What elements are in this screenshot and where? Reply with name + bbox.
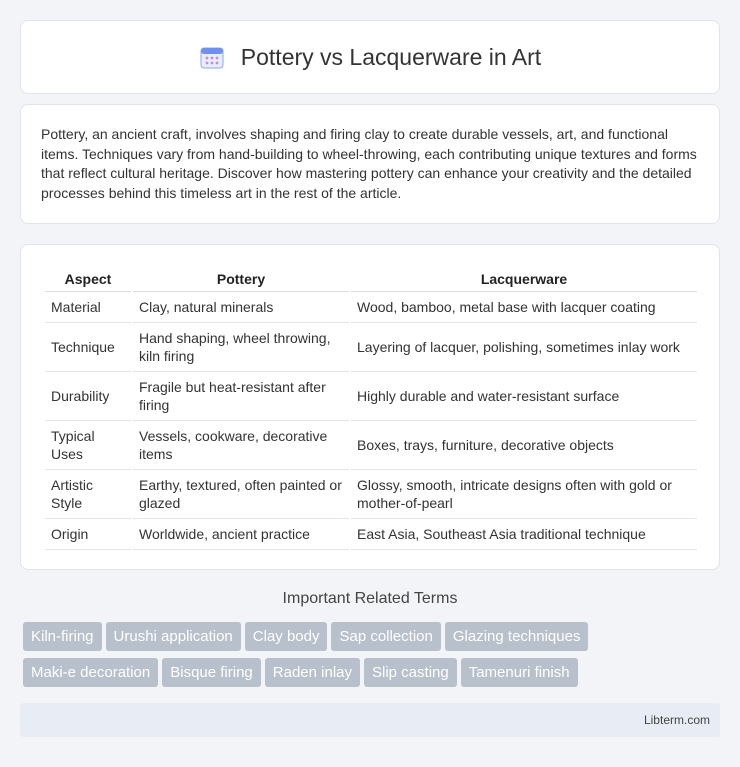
- cell-pottery: Fragile but heat-resistant after firing: [133, 372, 349, 421]
- header-aspect: Aspect: [45, 265, 131, 292]
- cell-pottery: Hand shaping, wheel throwing, kiln firing: [133, 323, 349, 372]
- intro-card: [20, 104, 720, 224]
- cell-lacquerware: Wood, bamboo, metal base with lacquer coating: [351, 292, 697, 323]
- cell-lacquerware: Boxes, trays, furniture, decorative objects: [351, 421, 697, 470]
- related-term-tag[interactable]: Maki-e decoration: [23, 658, 158, 687]
- cell-pottery: Worldwide, ancient practice: [133, 519, 349, 550]
- cell-aspect: Durability: [45, 372, 131, 421]
- related-terms-list: [23, 622, 723, 694]
- table-row: [45, 519, 697, 550]
- cell-lacquerware: Glossy, smooth, intricate designs often with gold or mother-of-pearl: [351, 470, 697, 519]
- table-row: [45, 372, 697, 421]
- related-term-tag[interactable]: Sap collection: [331, 622, 440, 651]
- cell-aspect: Origin: [45, 519, 131, 550]
- cell-lacquerware: East Asia, Southeast Asia traditional technique: [351, 519, 697, 550]
- cell-lacquerware: Layering of lacquer, polishing, sometimes inlay work: [351, 323, 697, 372]
- cell-pottery: Vessels, cookware, decorative items: [133, 421, 349, 470]
- related-term-tag[interactable]: Kiln-firing: [23, 622, 102, 651]
- cell-lacquerware: Highly durable and water-resistant surface: [351, 372, 697, 421]
- footer: [20, 703, 720, 737]
- cell-pottery: Clay, natural minerals: [133, 292, 349, 323]
- cell-aspect: Material: [45, 292, 131, 323]
- table-row: [45, 470, 697, 519]
- table-row: [45, 323, 697, 372]
- related-term-tag[interactable]: Slip casting: [364, 658, 457, 687]
- header-pottery: Pottery: [133, 265, 349, 292]
- calendar-icon: [199, 44, 225, 70]
- header-card: [20, 20, 720, 94]
- related-term-tag[interactable]: Clay body: [245, 622, 328, 651]
- related-term-tag[interactable]: Tamenuri finish: [461, 658, 578, 687]
- header-lacquerware: Lacquerware: [351, 265, 697, 292]
- title-wrap: [199, 44, 541, 71]
- cell-aspect: Typical Uses: [45, 421, 131, 470]
- related-term-tag[interactable]: Bisque firing: [162, 658, 261, 687]
- cell-aspect: Artistic Style: [45, 470, 131, 519]
- comparison-card: [20, 244, 720, 570]
- table-row: [45, 421, 697, 470]
- table-row: [45, 292, 697, 323]
- intro-text: Pottery, an ancient craft, involves shaping and firing clay to create durable vessels, art, and functional items. Techniques vary from hand-building to wheel-throwing, each contributing unique textures and forms that reflect cultural heritage. Discover how mastering pottery can enhance your creativity and the detailed processes behind this timeless art in the rest of the article.: [41, 126, 697, 201]
- footer-site-link[interactable]: Libterm.com: [643, 713, 710, 727]
- comparison-table: [43, 265, 699, 550]
- cell-pottery: Earthy, textured, often painted or glazed: [133, 470, 349, 519]
- related-term-tag[interactable]: Glazing techniques: [445, 622, 589, 651]
- related-terms-title: Important Related Terms: [282, 590, 458, 607]
- page-title: Pottery vs Lacquerware in Art: [240, 43, 542, 70]
- related-term-tag[interactable]: Raden inlay: [265, 658, 360, 687]
- related-term-tag[interactable]: Urushi application: [106, 622, 241, 651]
- cell-aspect: Technique: [45, 323, 131, 372]
